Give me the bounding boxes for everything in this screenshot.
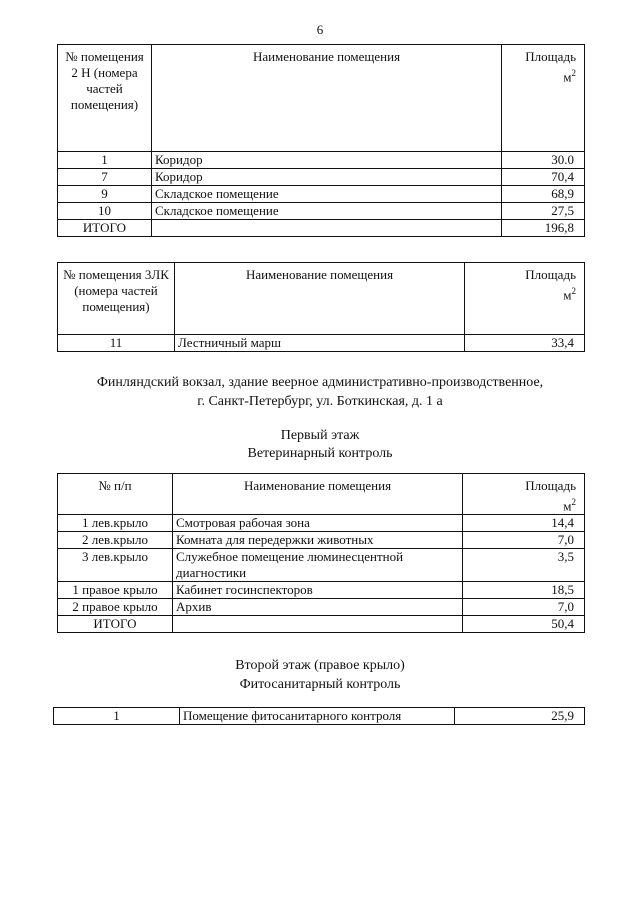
room-name-cell: Служебное помещение люминесцентной диагностики	[173, 549, 463, 582]
table-row	[58, 582, 585, 599]
page-number: 6	[316, 22, 324, 37]
table-row	[54, 708, 585, 725]
room-name-cell: Лестничный марш	[175, 335, 465, 352]
room-name-cell: Складское помещение	[152, 203, 502, 220]
room-number-cell: 9	[58, 186, 152, 203]
room-name-cell: Коридор	[152, 169, 502, 186]
area-header: Площадь $м^2$	[465, 263, 585, 335]
section-subtitle: Ветеринарный контроль	[247, 446, 393, 461]
table-row	[58, 169, 585, 186]
room-name-cell: Смотровая рабочая зона	[173, 515, 463, 532]
table-row	[58, 186, 585, 203]
room-number-header: № п/п	[58, 474, 173, 515]
room-area-cell: 3,5	[463, 549, 585, 582]
room-name-cell: Кабинет госинспекторов	[173, 582, 463, 599]
room-number-cell: 1	[54, 708, 180, 725]
rooms-table-phytosanitary	[53, 707, 585, 725]
rooms-table-3lk	[57, 262, 585, 352]
table-row	[58, 549, 585, 582]
room-name-header: Наименование помещения	[173, 474, 463, 515]
floor-title: Первый этаж	[280, 428, 360, 443]
total-row	[58, 616, 585, 633]
total-empty-cell	[152, 220, 502, 237]
room-area-cell: 27,5	[502, 203, 585, 220]
room-number-cell: 1	[58, 152, 152, 169]
table-header-row	[58, 45, 585, 152]
room-name-cell: Коридор	[152, 152, 502, 169]
room-number-cell: 1 лев.крыло	[58, 515, 173, 532]
rooms-table-veterinary	[57, 473, 585, 633]
rooms-table-2n	[57, 44, 585, 237]
room-area-cell: 68,9	[502, 186, 585, 203]
room-name-cell: Помещение фитосанитарного контроля	[180, 708, 455, 725]
area-header: Площадь $м^2$	[502, 45, 585, 152]
building-address-line2: г. Санкт-Петербург, ул. Боткинская, д. 1 а	[197, 394, 443, 409]
room-area-cell: 7,0	[463, 599, 585, 616]
table-row	[58, 335, 585, 352]
room-number-cell: 10	[58, 203, 152, 220]
table-row	[58, 532, 585, 549]
total-empty-cell	[173, 616, 463, 633]
area-header: Площадь $м^2$	[463, 474, 585, 515]
room-number-cell: 3 лев.крыло	[58, 549, 173, 582]
table-row	[58, 203, 585, 220]
total-label: ИТОГО	[58, 220, 152, 237]
room-number-cell: 2 правое крыло	[58, 599, 173, 616]
room-area-cell: 33,4	[465, 335, 585, 352]
table-header-row	[58, 474, 585, 515]
total-area: 196,8	[502, 220, 585, 237]
table-header-row	[58, 263, 585, 335]
total-area: 50,4	[463, 616, 585, 633]
room-area-cell: 7,0	[463, 532, 585, 549]
room-area-cell: 70,4	[502, 169, 585, 186]
table-row	[58, 599, 585, 616]
room-name-cell: Складское помещение	[152, 186, 502, 203]
table-row	[58, 152, 585, 169]
room-number-header: № помещения 3ЛК (номера частей помещения)	[58, 263, 175, 335]
room-area-cell: 14,4	[463, 515, 585, 532]
room-number-cell: 2 лев.крыло	[58, 532, 173, 549]
section-subtitle: Фитосанитарный контроль	[239, 677, 401, 692]
building-address-line1: Финляндский вокзал, здание веерное административно-производственное,	[96, 375, 544, 390]
total-label: ИТОГО	[58, 616, 173, 633]
room-number-cell: 7	[58, 169, 152, 186]
room-name-cell: Комната для передержки животных	[173, 532, 463, 549]
total-row	[58, 220, 585, 237]
room-area-cell: 25,9	[455, 708, 585, 725]
room-number-cell: 1 правое крыло	[58, 582, 173, 599]
room-number-cell: 11	[58, 335, 175, 352]
floor-title: Второй этаж (правое крыло)	[235, 658, 405, 673]
room-name-header: Наименование помещения	[175, 263, 465, 335]
room-area-cell: 18,5	[463, 582, 585, 599]
room-name-header: Наименование помещения	[152, 45, 502, 152]
room-area-cell: 30.0	[502, 152, 585, 169]
room-number-header: № помещения 2 Н (номера частей помещения)	[58, 45, 152, 152]
table-row	[58, 515, 585, 532]
room-name-cell: Архив	[173, 599, 463, 616]
